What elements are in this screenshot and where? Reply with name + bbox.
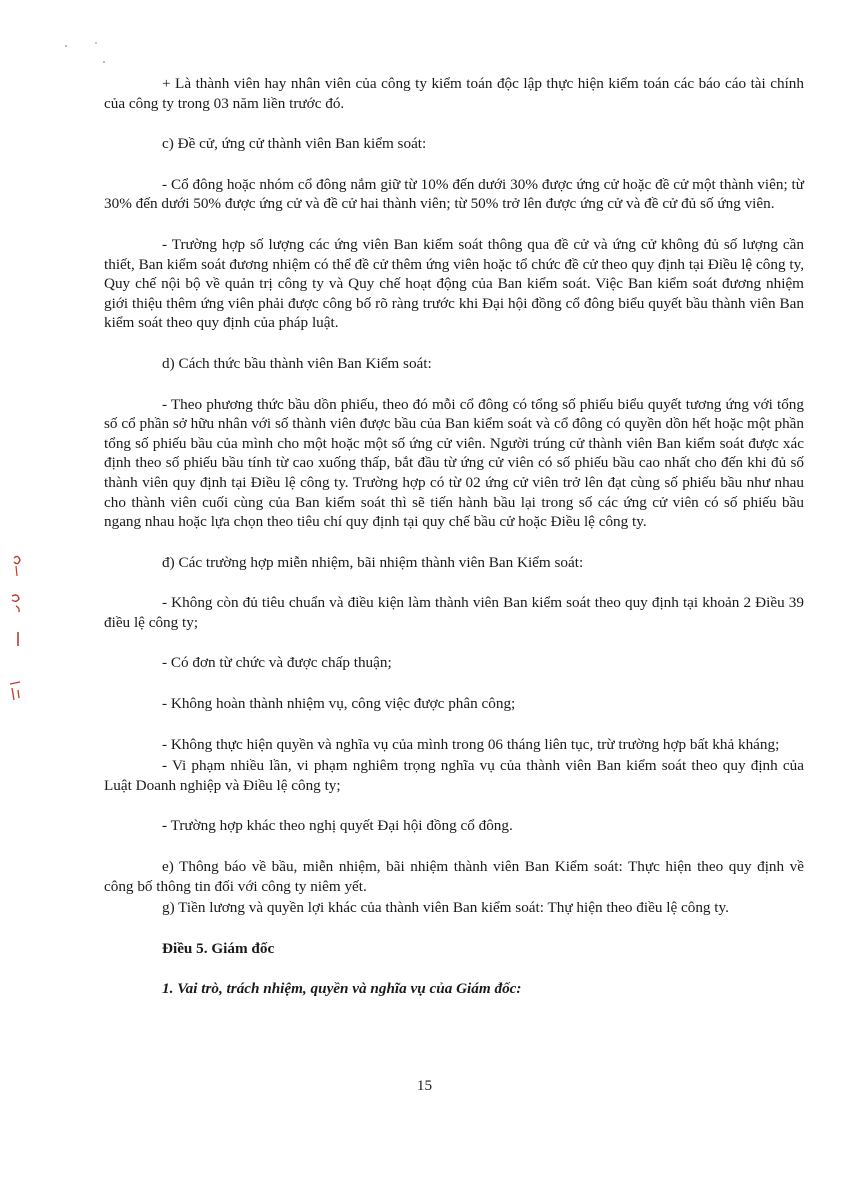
paragraph-violations: - Vi phạm nhiều lần, vi phạm nghiêm trọng nghĩa vụ của thành viên Ban kiểm soát theo quy định của Luật Doanh nghiệp và Điều lệ công ty; xyxy=(104,757,804,794)
paragraph-dismissal-heading: đ) Các trường hợp miễn nhiệm, bãi nhiệm thành viên Ban Kiểm soát: xyxy=(162,553,584,571)
paragraph-incomplete-duties: - Không hoàn thành nhiệm vụ, công việc được phân công; xyxy=(162,695,516,713)
paragraph-dismissal-criteria: - Không còn đủ tiêu chuẩn và điều kiện làm thành viên Ban kiểm soát theo quy định tại khoản 2 Điều 39 điều lệ công ty; xyxy=(104,594,804,631)
paragraph-cumulative-voting: - Theo phương thức bầu dồn phiếu, theo đó mỗi cổ đông có tổng số phiếu biểu quyết tương ứng với tổng số cổ phần sở hữu nhân với số thành viên được bầu của Ban kiểm soát và cổ đông có quyền dồn hết hoặc một phần tổng số phiếu bầu của mình cho một hoặc một số ứng cử viên. Người trúng cử thành viên Ban kiểm soát được xác định theo số phiếu bầu tính từ cao xuống thấp, bắt đầu từ ứng cử viên có số phiếu bầu cao nhất cho đến khi đủ số thành viên quy định tại Điều lệ công ty. Trường hợp có từ 02 ứng cử viên trở lên đạt cùng số phiếu bầu như nhau cho thành viên cuối cùng của Ban kiểm soát thì sẽ tiến hành bầu lại trong số các ứng cử viên có số phiếu bầu ngang nhau hoặc lựa chọn theo tiêu chí quy định tại quy chế bầu cử hoặc Điều lệ công ty. xyxy=(104,395,804,531)
article-heading: Điều 5. Giám đốc xyxy=(162,939,275,957)
paragraph-shareholder-nomination: - Cổ đông hoặc nhóm cổ đông nắm giữ từ 10% đến dưới 30% được ứng cử hoặc đề cử một thành viên; từ 30% đến dưới 50% được ứng cử và đề cử hai thành viên; từ 50% trở lên được ứng cử và đề cử đủ số ứng viên. xyxy=(104,175,804,213)
paragraph-salary: g) Tiền lương và quyền lợi khác của thành viên Ban kiểm soát: Thự hiện theo điều lệ công ty. xyxy=(162,899,729,917)
paragraph-nomination-heading: c) Đề cử, ứng cử thành viên Ban kiểm soát: xyxy=(162,135,427,153)
section-heading: 1. Vai trò, trách nhiệm, quyền và nghĩa vụ của Giám đốc: xyxy=(162,980,522,998)
paragraph-auditor-clause: + Là thành viên hay nhân viên của công ty kiểm toán độc lập thực hiện kiểm toán các báo cáo tài chính của công ty trong 03 năm liền trước đó. xyxy=(104,75,804,112)
page-number: 15 xyxy=(416,1077,433,1094)
paragraph-insufficient-candidates: - Trường hợp số lượng các ứng viên Ban kiểm soát thông qua đề cử và ứng cử không đủ số lượng cần thiết, Ban kiểm soát đương nhiệm có thể đề cử thêm ứng viên hoặc tổ chức đề cử theo quy định tại Điều lệ công ty, Quy chế nội bộ về quản trị công ty và Quy chế hoạt động của Ban kiểm soát. Việc Ban kiểm soát đương nhiệm giới thiệu thêm ứng viên phải được công bố rõ ràng trước khi Đại hội đồng cổ đông biểu quyết bầu thành viên Ban kiểm soát theo quy định của pháp luật. xyxy=(104,235,804,332)
paragraph-election-method-heading: d) Cách thức bầu thành viên Ban Kiểm soát: xyxy=(162,354,432,372)
paragraph-other-cases: - Trường hợp khác theo nghị quyết Đại hội đồng cổ đông. xyxy=(162,817,513,835)
document-body xyxy=(104,74,804,999)
paragraph-six-months: - Không thực hiện quyền và nghĩa vụ của mình trong 06 tháng liên tục, trừ trường hợp bất khả kháng; xyxy=(162,735,780,753)
scan-speckles xyxy=(60,40,110,70)
paragraph-announcement: e) Thông báo về bầu, miễn nhiệm, bãi nhiệm thành viên Ban Kiểm soát: Thực hiện theo quy định về công bố thông tin đối với công ty niêm yết. xyxy=(104,858,804,895)
margin-stamp-fragment xyxy=(2,540,30,720)
paragraph-resignation: - Có đơn từ chức và được chấp thuận; xyxy=(162,654,392,672)
